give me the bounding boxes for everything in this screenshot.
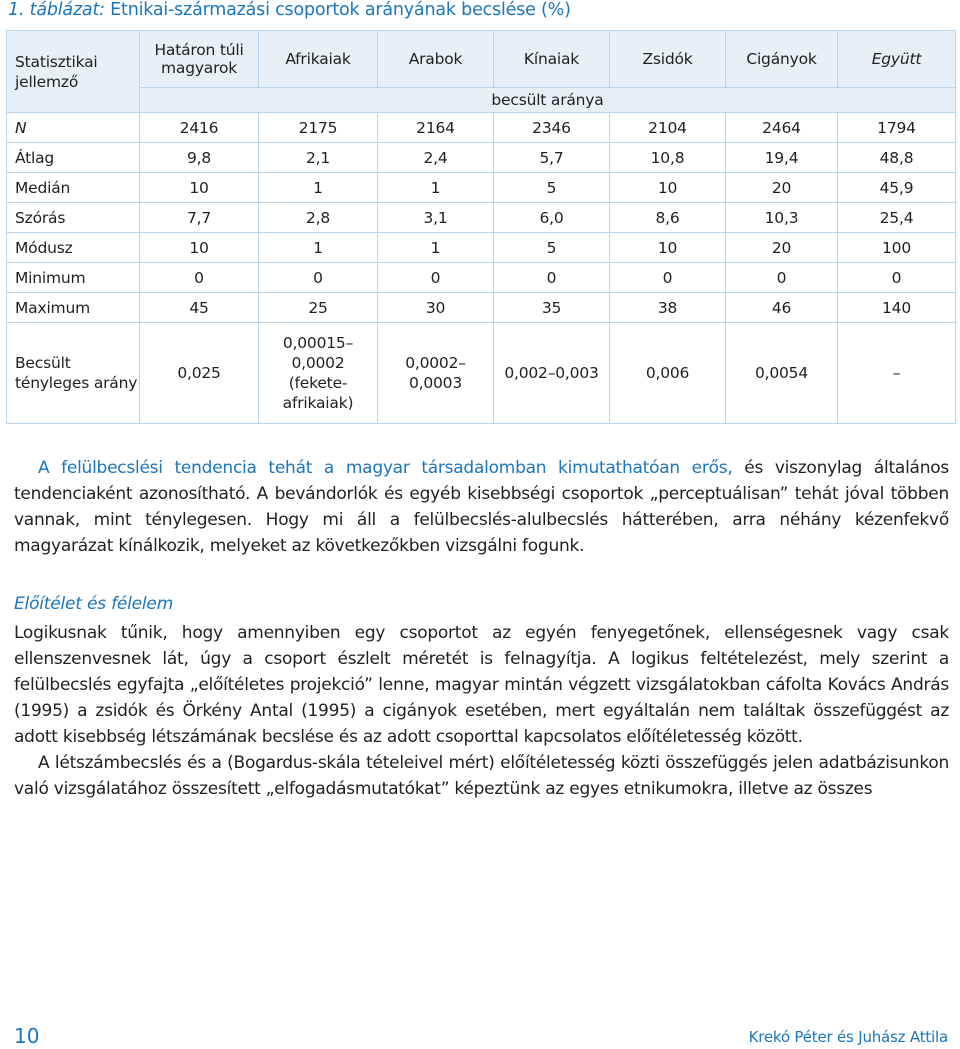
- page-number: 10: [14, 1024, 40, 1048]
- header-col: Afrikaiak: [259, 31, 378, 88]
- paragraph-2: Logikusnak tűnik, hogy amennyiben egy csoportot az egyén fenyegetőnek, ellenségesnek vagy csak ellenszenvesnek lát, úgy a csoport észlelt méretét is felnagyítja. A logikus feltételezést, mely szerint a felülbecslés egyfajta „előítéletes projekció” lenne, magyar mintán végzett vizsgálatokban cáfolta Kovács András (1995) a zsidók és Örkény Antal (1995) a cigányok esetében, mert egyáltalán nem találtak összefüggést az adott kisebbség létszámának becslése és az adott csoporttal kapcsolatos előítéletesség között.: [14, 623, 949, 747]
- cell: 20: [726, 173, 838, 203]
- cell: 3,1: [378, 203, 494, 233]
- cell: 0: [378, 263, 494, 293]
- caption-text: Etnikai-származási csoportok arányának becslése (%): [104, 0, 571, 20]
- cell: 0: [494, 263, 610, 293]
- paragraph-1: [14, 455, 949, 559]
- cell: 25: [259, 293, 378, 323]
- cell: –: [838, 323, 956, 424]
- cell: 30: [378, 293, 494, 323]
- cell: 45,9: [838, 173, 956, 203]
- row-label: Medián: [7, 173, 140, 203]
- cell: 2416: [140, 113, 259, 143]
- cell-line: 0,0003: [408, 374, 463, 392]
- cell: 10,3: [726, 203, 838, 233]
- cell: 0,025: [140, 323, 259, 424]
- cell: [259, 323, 378, 424]
- cell-line: 0,00015–: [282, 334, 354, 352]
- table-row: [7, 143, 956, 173]
- section-title: Előítélet és félelem: [14, 594, 174, 614]
- cell: 2104: [610, 113, 726, 143]
- cell: 1: [259, 173, 378, 203]
- cell: 48,8: [838, 143, 956, 173]
- paragraph-1-highlight: A felülbecslési tendencia tehát a magyar társadalomban kimutathatóan erős,: [38, 458, 733, 478]
- cell: 140: [838, 293, 956, 323]
- header-col: Arabok: [378, 31, 494, 88]
- cell-line: 0,0002: [291, 354, 345, 372]
- row-label: [7, 323, 140, 424]
- row-label-line: Becsült: [15, 354, 71, 372]
- cell-line: afrikaiak): [282, 394, 354, 412]
- cell: 1: [378, 233, 494, 263]
- cell: 2164: [378, 113, 494, 143]
- row-label: Szórás: [7, 203, 140, 233]
- cell-line: (fekete-: [288, 374, 348, 392]
- table-header-row: [7, 31, 956, 88]
- cell: 45: [140, 293, 259, 323]
- header-col: Zsidók: [610, 31, 726, 88]
- cell: 10: [140, 233, 259, 263]
- row-label: Minimum: [7, 263, 140, 293]
- caption-lead: 1. táblázat:: [8, 0, 105, 20]
- cell: 0,002–0,003: [494, 323, 610, 424]
- cell: 0: [259, 263, 378, 293]
- header-corner: Statisztikai jellemző: [7, 31, 140, 113]
- table-row-estimate: [7, 323, 956, 424]
- cell: 2,1: [259, 143, 378, 173]
- cell: 6,0: [494, 203, 610, 233]
- paragraph-1-rest: és viszonylag általános tendenciaként azonosítható. A bevándorlók és egyéb kisebbségi csoportok „perceptuálisan” tehát jóval többen vannak, mint ténylegesen. Hogy mi áll a felülbecslés-alulbecslés hátterében, arra néhány kézenfekvő magyarázat kínálkozik, melyeket az következőkben vizsgálni fogunk.: [14, 458, 949, 556]
- cell-line: 0,0002–: [405, 354, 466, 372]
- cell: 2175: [259, 113, 378, 143]
- header-col: Határon túli magyarok: [140, 31, 259, 88]
- cell: 2464: [726, 113, 838, 143]
- table-row: [7, 263, 956, 293]
- cell: 0: [838, 263, 956, 293]
- subheader: becsült aránya: [140, 88, 956, 113]
- cell: 2,8: [259, 203, 378, 233]
- header-col: Kínaiak: [494, 31, 610, 88]
- cell: 100: [838, 233, 956, 263]
- cell: 19,4: [726, 143, 838, 173]
- cell: 5,7: [494, 143, 610, 173]
- running-footer-authors: Krekó Péter és Juhász Attila: [748, 1028, 948, 1046]
- cell: 10: [140, 173, 259, 203]
- cell: 0,0054: [726, 323, 838, 424]
- cell: 5: [494, 173, 610, 203]
- cell: 35: [494, 293, 610, 323]
- cell: 10: [610, 233, 726, 263]
- cell: 9,8: [140, 143, 259, 173]
- row-label: Maximum: [7, 293, 140, 323]
- header-col: Együtt: [838, 31, 956, 88]
- cell: 0: [726, 263, 838, 293]
- cell: 0,006: [610, 323, 726, 424]
- cell: 2,4: [378, 143, 494, 173]
- row-label: Módusz: [7, 233, 140, 263]
- row-label: N: [7, 113, 140, 143]
- cell: 10: [610, 173, 726, 203]
- paragraph-3: A létszámbecslés és a (Bogardus-skála tételeivel mért) előítéletesség közti összefüggés jelen adatbázisunkon való vizsgálatához összesített „elfogadásmutatókat” képeztünk az egyes etnikumokra, illetve az összes: [14, 753, 949, 799]
- cell: 1: [378, 173, 494, 203]
- table-row: [7, 173, 956, 203]
- cell: 20: [726, 233, 838, 263]
- cell: 1: [259, 233, 378, 263]
- cell: 1794: [838, 113, 956, 143]
- cell: 46: [726, 293, 838, 323]
- table-row: [7, 293, 956, 323]
- cell: 25,4: [838, 203, 956, 233]
- row-label-line: tényleges arány: [15, 374, 138, 392]
- cell: [378, 323, 494, 424]
- cell: 5: [494, 233, 610, 263]
- cell: 0: [610, 263, 726, 293]
- table-caption: [8, 0, 571, 20]
- header-col: Cigányok: [726, 31, 838, 88]
- table-row: [7, 113, 956, 143]
- table-subheader-row: [7, 88, 956, 113]
- row-label: Átlag: [7, 143, 140, 173]
- cell: 2346: [494, 113, 610, 143]
- table-row: [7, 203, 956, 233]
- ethnic-estimates-table: [6, 30, 956, 424]
- cell: 8,6: [610, 203, 726, 233]
- cell: 38: [610, 293, 726, 323]
- table-row: [7, 233, 956, 263]
- cell: 0: [140, 263, 259, 293]
- cell: 7,7: [140, 203, 259, 233]
- cell: 10,8: [610, 143, 726, 173]
